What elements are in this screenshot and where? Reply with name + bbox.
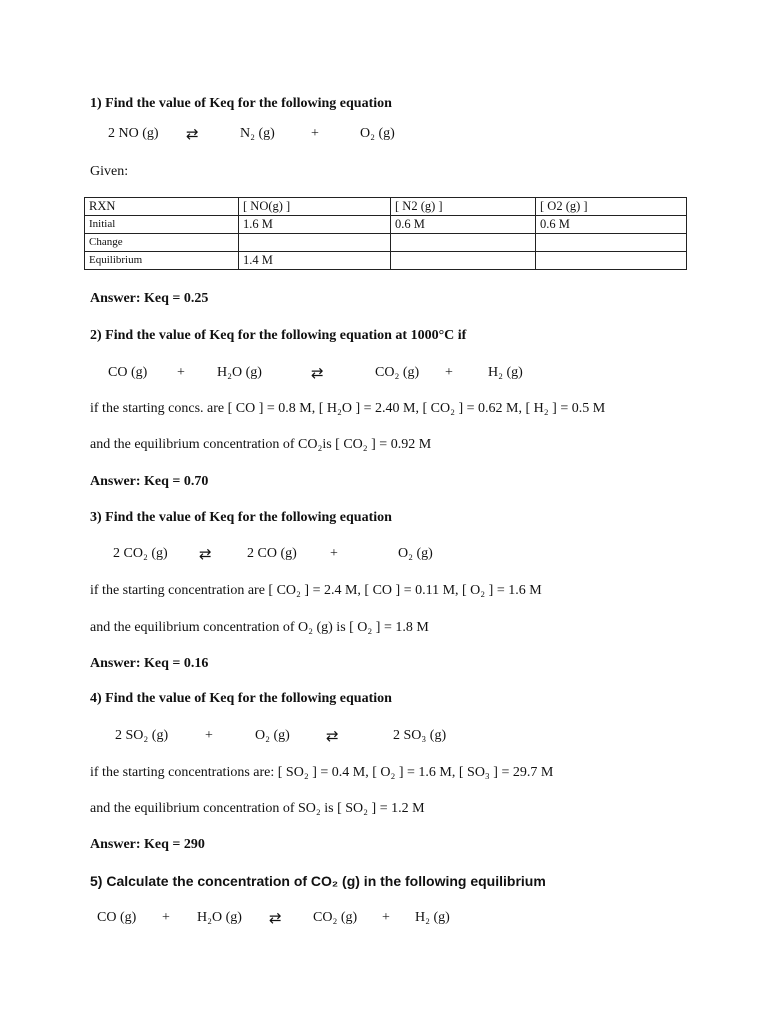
table-cell bbox=[391, 234, 536, 252]
table-header-cell: [ NO(g) ] bbox=[239, 198, 391, 216]
equilibrium-arrow-icon: ⇄ bbox=[269, 909, 282, 927]
table-row bbox=[85, 216, 687, 234]
question-5-equation bbox=[0, 909, 600, 927]
equilibrium-arrow-icon: ⇄ bbox=[186, 125, 199, 143]
equilibrium-arrow-icon: ⇄ bbox=[199, 545, 212, 563]
table-header-cell: [ N2 (g) ] bbox=[391, 198, 536, 216]
question-3-title: 3) Find the value of Keq for the following equation bbox=[90, 510, 392, 525]
table-cell: Change bbox=[85, 234, 239, 252]
equation-term: H₂ (g) bbox=[488, 365, 523, 380]
equation-term: 2 NO (g) bbox=[108, 126, 159, 141]
question-2-title: 2) Find the value of Keq for the following equation at 1000°C if bbox=[90, 328, 467, 343]
question-3-answer: Answer: Keq = 0.16 bbox=[90, 656, 209, 671]
equation-plus: + bbox=[205, 728, 213, 743]
table-cell bbox=[536, 252, 687, 270]
table-row bbox=[85, 234, 687, 252]
table-header-cell: [ O2 (g) ] bbox=[536, 198, 687, 216]
question-1-answer: Answer: Keq = 0.25 bbox=[90, 291, 209, 306]
given-label: Given: bbox=[90, 164, 129, 179]
question-4-title: 4) Find the value of Keq for the following equation bbox=[90, 691, 392, 706]
equation-term: 2 SO₃ (g) bbox=[393, 728, 447, 743]
equation-plus: + bbox=[330, 546, 338, 561]
table-cell: Initial bbox=[85, 216, 239, 234]
question-4-equilibrium-conc: and the equilibrium concentration of SO₂ is [ SO₂ ] = 1.2 M bbox=[90, 801, 425, 816]
question-2-equation bbox=[0, 364, 600, 382]
equilibrium-arrow-icon: ⇄ bbox=[311, 364, 324, 382]
question-4-answer: Answer: Keq = 290 bbox=[90, 837, 205, 852]
equation-plus: + bbox=[382, 910, 390, 925]
table-cell bbox=[391, 252, 536, 270]
equation-term: N₂ (g) bbox=[240, 126, 275, 141]
equation-term: O₂ (g) bbox=[255, 728, 290, 743]
equation-plus: + bbox=[445, 365, 453, 380]
question-3-starting-concs: if the starting concentration are [ CO₂ ] = 2.4 M, [ CO ] = 0.11 M, [ O₂ ] = 1.6 M bbox=[90, 583, 542, 598]
given-table bbox=[84, 197, 687, 270]
table-header-cell: RXN bbox=[85, 198, 239, 216]
question-4-equation bbox=[0, 727, 600, 745]
equation-plus: + bbox=[177, 365, 185, 380]
table-header-row bbox=[85, 198, 687, 216]
question-2-equilibrium-conc: and the equilibrium concentration of CO₂is [ CO₂ ] = 0.92 M bbox=[90, 437, 432, 452]
equation-term: O₂ (g) bbox=[360, 126, 395, 141]
equation-plus: + bbox=[162, 910, 170, 925]
table-cell: 1.4 M bbox=[239, 252, 391, 270]
equation-term: H₂ (g) bbox=[415, 910, 450, 925]
table-cell: 0.6 M bbox=[391, 216, 536, 234]
table-cell: 1.6 M bbox=[239, 216, 391, 234]
equation-term: CO₂ (g) bbox=[313, 910, 358, 925]
equation-plus: + bbox=[311, 126, 319, 141]
question-3-equation bbox=[0, 545, 600, 563]
equation-term: O₂ (g) bbox=[398, 546, 433, 561]
equation-term: H₂O (g) bbox=[217, 365, 262, 380]
question-2-starting-concs: if the starting concs. are [ CO ] = 0.8 M, [ H₂O ] = 2.40 M, [ CO₂ ] = 0.62 M, [ H₂ ] = 0.5 M bbox=[90, 401, 606, 416]
equation-term: 2 CO (g) bbox=[247, 546, 297, 561]
table-cell: 0.6 M bbox=[536, 216, 687, 234]
equation-term: CO (g) bbox=[108, 365, 148, 380]
question-2-answer: Answer: Keq = 0.70 bbox=[90, 474, 209, 489]
equation-term: 2 SO₂ (g) bbox=[115, 728, 169, 743]
table-cell bbox=[239, 234, 391, 252]
equation-term: 2 CO₂ (g) bbox=[113, 546, 168, 561]
question-1-equation bbox=[0, 125, 600, 143]
question-4-starting-concs: if the starting concentrations are: [ SO₂ ] = 0.4 M, [ O₂ ] = 1.6 M, [ SO₃ ] = 29.7 M bbox=[90, 765, 554, 780]
equation-term: H₂O (g) bbox=[197, 910, 242, 925]
equation-term: CO₂ (g) bbox=[375, 365, 420, 380]
question-1-title: 1) Find the value of Keq for the following equation bbox=[90, 96, 392, 111]
table-row bbox=[85, 252, 687, 270]
table-cell: Equilibrium bbox=[85, 252, 239, 270]
equilibrium-arrow-icon: ⇄ bbox=[326, 727, 339, 745]
question-3-equilibrium-conc: and the equilibrium concentration of O₂ (g) is [ O₂ ] = 1.8 M bbox=[90, 620, 429, 635]
equation-term: CO (g) bbox=[97, 910, 137, 925]
table-cell bbox=[536, 234, 687, 252]
question-5-title: 5) Calculate the concentration of CO₂ (g) in the following equilibrium bbox=[90, 873, 546, 889]
